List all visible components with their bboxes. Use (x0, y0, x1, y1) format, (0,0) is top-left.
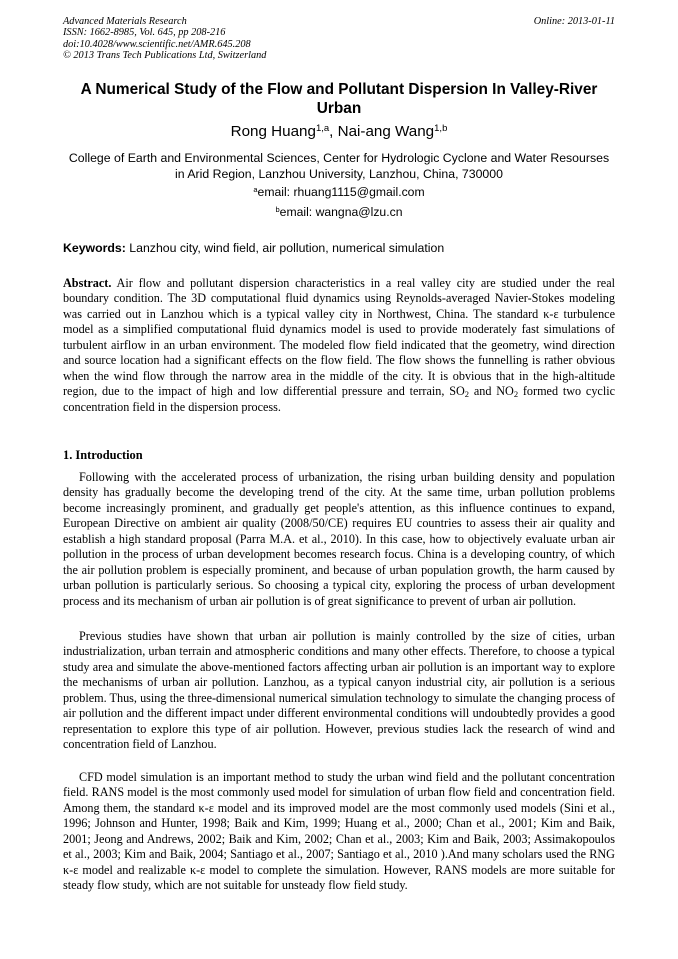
abstract-text: Air flow and pollutant dispersion characteristics in a real valley city are studied under the real boundary condition. The 3D computational fluid dynamics using Reynolds-averaged Navier-Stokes modeling was carried out in Lanzhou which is a typical valley city in Northwest, China. The standard κ-ε turbulence model as a simplified computational fluid dynamics model is used to provide moderately fast simulations of turbulent airflow in an urban environment. The modeled flow field indicated that the geometry, wind direction and source location had a significant effects on the flow field. The flow shows the funnelling is rather obvious when the wind flow through the narrow area in the middle of the city. It is obvious that in the high-altitude region, due to the impact of high and low differential pressure and terrain, SO (63, 276, 615, 399)
abstract (63, 276, 615, 415)
abstract-text: formed two cyclic concentration field in the dispersion process. (63, 384, 616, 414)
doi-line: doi:10.4028/www.scientific.net/AMR.645.208 (63, 38, 251, 50)
subscript: 2 (464, 389, 470, 400)
journal-name: Advanced Materials Research (63, 16, 187, 27)
paragraph: Following with the accelerated process of urbanization, the rising urban building density and population density has gradually become the developing trend of the city. At the same time, urban pollution problems become increasingly prominent, and gradually get people's attention, as this influence continues to expand, European Directive on ambient air quality (2008/50/CE) requires EU countries to assess their air quality and establish a high standard proposal (Parra M.A. et al., 2010). In this case, how to objectively evaluate urban air pollution in the process of urban development becomes research focus. China is a developing country, of which the air pollution problem is especially prominent, and because of urban population growth, the harm caused by urban pollution is particularly serious. So choosing a typical city, exploring the process of urban development process and its mechanism of urban air pollution is of great significance to prevent of urban air pollution. (63, 470, 615, 608)
author-list (63, 123, 615, 141)
email-mark: a (253, 185, 258, 194)
copyright-line: © 2013 Trans Tech Publications Ltd, Switzerland (63, 50, 267, 62)
journal-header (63, 16, 615, 62)
keywords-label: Keywords: (63, 241, 126, 255)
author-separator: , (329, 123, 338, 140)
paragraph: CFD model simulation is an important method to study the urban wind field and the pollutant concentration field. RANS model is the most commonly used model for simulation of urban flow field and concentration field. Among them, the standard κ-ε model and its improved model are the most commonly used models (Sini et al., 1996; Johnson and Hunter, 1998; Baik and Kim, 1999; Huang et al., 2000; Chan et al., 2001; Kim and Baik, 2001; Jeong and Andrews, 2002; Baik and Kim, 2002; Chan et al., 2003; Kim and Baik, 2003; Assimakopoulos et al., 2003; Kim and Baik, 2004; Santiago et al., 2007; Santiago et al., 2010 ).And many scholars used the RNG κ-ε model and realizable κ-ε model to complete the simulation. However, RANS models are more suitable for steady flow study, which are not suitable for unsteady flow field study. (63, 770, 615, 893)
issn-line: ISSN: 1662-8985, Vol. 645, pp 208-216 (63, 27, 226, 39)
email-mark: b (275, 205, 280, 214)
abstract-text: and NO (469, 384, 514, 399)
paper-title: A Numerical Study of the Flow and Pollutant Dispersion In Valley-River Urban (80, 81, 598, 117)
author-email (63, 205, 615, 219)
paragraph: Previous studies have shown that urban air pollution is mainly controlled by the size of cities, urban industrialization, urban terrain and atmospheric conditions and many other effects. Therefore, to choose a typical study area and simulate the above-mentioned factors affecting urban air pollution is an important way to explore the mechanisms of urban air pollution. Lanzhou, as a typical canyon industrial city, air pollution is a serious problem. Thus, using the three-dimensional numerical simulation technology to simulate the changing process of air pollution and the different impact under different environmental conditions will undoubtedly provides a good representation to explore this type of air pollution. However, previous studies lack the research of wind and concentration field of Lanzhou. (63, 629, 615, 752)
author-name: Nai-ang Wang (337, 123, 435, 140)
abstract-label: Abstract. (63, 276, 112, 290)
email-text: email: rhuang1115@gmail.com (257, 185, 425, 199)
online-date: Online: 2013-01-11 (533, 16, 615, 27)
keywords-text: Lanzhou city, wind field, air pollution, numerical simulation (125, 241, 445, 255)
affiliation: College of Earth and Environmental Sciences, Center for Hydrologic Cyclone and Water Resourses in Arid Region, Lanzhou University, Lanzhou, China, 730000 (68, 151, 610, 181)
section-heading: 1. Introduction (63, 448, 143, 462)
subscript: 2 (513, 389, 519, 400)
author-affiliation-mark: 1,b (434, 123, 448, 134)
author-affiliation-mark: 1,a (315, 123, 330, 134)
keywords (63, 241, 615, 256)
author-name: Rong Huang (230, 123, 316, 140)
email-text: email: wangna@lzu.cn (279, 205, 403, 219)
author-email (63, 185, 615, 199)
